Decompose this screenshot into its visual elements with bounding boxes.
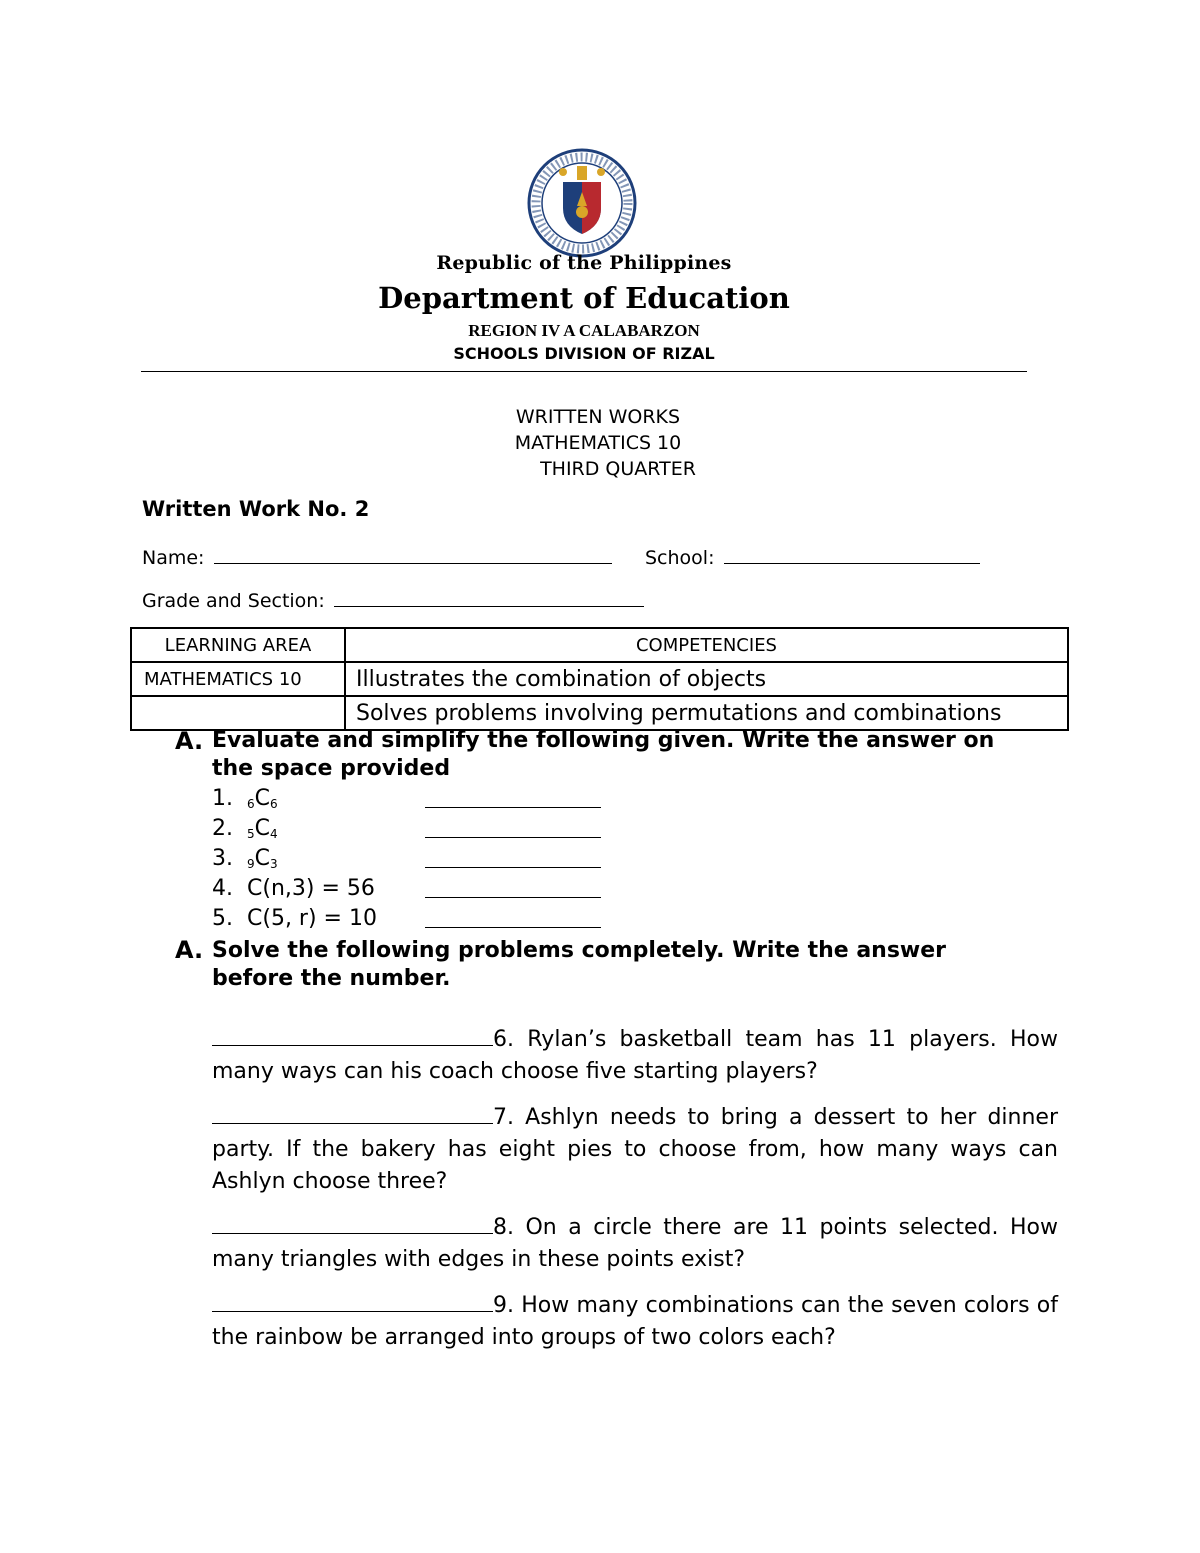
part-b-letter: A. xyxy=(175,936,204,964)
part-a-letter: A. xyxy=(175,727,204,755)
name-label: Name: xyxy=(142,547,205,569)
problem-item xyxy=(212,1289,1058,1354)
deped-seal-logo xyxy=(527,148,637,258)
answer-blank[interactable] xyxy=(212,1023,493,1046)
name-field xyxy=(142,543,612,569)
name-blank[interactable] xyxy=(214,543,612,564)
table-cell: Illustrates the combination of objects xyxy=(345,662,1068,696)
header-divider xyxy=(141,371,1027,372)
problem-text: 8. On a circle there are 11 points selected. How many triangles with edges in these points exist? xyxy=(212,1215,1058,1272)
answer-blank[interactable] xyxy=(212,1101,493,1124)
part-a-instruction-line1: Evaluate and simplify the following given. Write the answer on xyxy=(212,728,995,753)
item-number: 2. xyxy=(212,816,233,841)
header-division: SCHOOLS DIVISION OF RIZAL xyxy=(453,344,715,363)
answer-blank[interactable] xyxy=(425,837,601,838)
subscript-r: 4 xyxy=(270,827,278,841)
combination-symbol: C xyxy=(254,846,271,871)
answer-blank[interactable] xyxy=(425,807,601,808)
problem-item xyxy=(212,1211,1058,1276)
list-item xyxy=(212,904,377,934)
answer-blank[interactable] xyxy=(212,1289,493,1312)
table-row xyxy=(131,696,1068,730)
school-blank[interactable] xyxy=(724,543,980,564)
table-row xyxy=(131,662,1068,696)
answer-blank[interactable] xyxy=(425,927,601,928)
title-quarter: THIRD QUARTER xyxy=(540,458,696,480)
problem-item xyxy=(212,1023,1058,1088)
header-republic: Republic of the Philippines xyxy=(436,252,732,274)
table-header-cell: COMPETENCIES xyxy=(345,628,1068,662)
school-label: School: xyxy=(645,547,715,569)
subscript-n: 5 xyxy=(247,827,255,841)
part-b-instruction-line2: before the number. xyxy=(212,966,451,991)
problem-text: 7. Ashlyn needs to bring a dessert to her dinner party. If the bakery has eight pies to choose from, how many ways can Ashlyn choose three? xyxy=(212,1105,1058,1194)
subscript-r: 6 xyxy=(270,797,278,811)
school-field xyxy=(645,543,980,569)
problem-text: 6. Rylan’s basketball team has 11 players. How many ways can his coach choose five starting players? xyxy=(212,1027,1058,1084)
answer-blank[interactable] xyxy=(212,1211,493,1234)
table-header-row xyxy=(131,628,1068,662)
header-region: REGION IV A CALABARZON xyxy=(468,321,700,340)
grade-section-blank[interactable] xyxy=(334,586,644,607)
item-number: 5. xyxy=(212,906,233,931)
table-cell: Solves problems involving permutations and combinations xyxy=(345,696,1068,730)
header-department: Department of Education xyxy=(378,281,790,315)
title-written-works: WRITTEN WORKS xyxy=(515,406,681,428)
title-subject: MATHEMATICS 10 xyxy=(514,432,682,454)
grade-section-label: Grade and Section: xyxy=(142,590,325,612)
subscript-n: 9 xyxy=(247,857,255,871)
subscript-r: 3 xyxy=(270,857,278,871)
grade-section-field xyxy=(142,586,644,612)
subscript-n: 6 xyxy=(247,797,255,811)
problem-item xyxy=(212,1101,1058,1198)
answer-blank[interactable] xyxy=(425,897,601,898)
table-cell xyxy=(131,696,345,730)
combination-symbol: C xyxy=(254,786,271,811)
item-number: 4. xyxy=(212,876,233,901)
item-number: 3. xyxy=(212,846,233,871)
combination-symbol: C xyxy=(254,816,271,841)
part-b-instruction-line1: Solve the following problems completely. Write the answer xyxy=(212,938,947,963)
item-number: 1. xyxy=(212,786,233,811)
part-a-instruction-line2: the space provided xyxy=(212,756,451,781)
table-cell: MATHEMATICS 10 xyxy=(131,662,345,696)
written-work-number: Written Work No. 2 xyxy=(142,497,370,521)
list-item xyxy=(212,874,375,904)
item-expression: C(n,3) = 56 xyxy=(247,876,375,901)
table-header-cell: LEARNING AREA xyxy=(131,628,345,662)
item-expression: C(5, r) = 10 xyxy=(247,906,377,931)
competency-table xyxy=(130,627,1069,731)
answer-blank[interactable] xyxy=(425,867,601,868)
problem-text: 9. How many combinations can the seven colors of the rainbow be arranged into groups of two colors each? xyxy=(212,1293,1058,1350)
